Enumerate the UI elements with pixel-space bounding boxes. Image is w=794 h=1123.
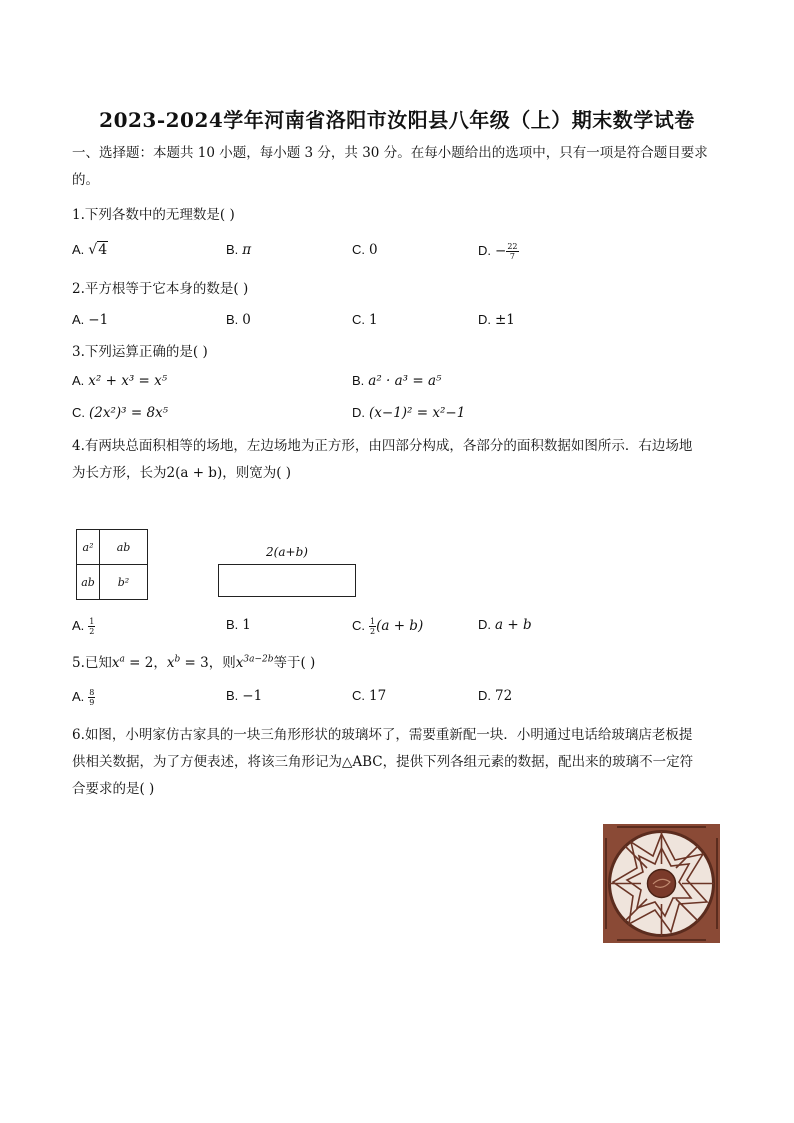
antique-window-image [603, 824, 720, 943]
option-math: (a + b) [376, 618, 424, 634]
q1-options [72, 242, 722, 264]
power-exponent: 3a−2b [243, 654, 274, 665]
section-line-1: 一、选择题：本题共 10 小题，每小题 3 分，共 30 分。在每小题给出的选项中，只有一项是符合题目要求 [72, 145, 708, 161]
q5-option-c[interactable] [352, 688, 386, 704]
option-label: A. [72, 618, 85, 633]
q1-stem: 1.下列各数中的无理数是( ) [72, 207, 235, 223]
power-exponent: b [174, 654, 181, 665]
fraction-numerator: 1 [89, 617, 95, 626]
q3-option-d[interactable] [352, 405, 465, 421]
square-area-diagram [76, 529, 148, 600]
rectangle-length-label: 2(a+b) [266, 545, 308, 559]
page-title: 2023-2024学年河南省洛阳市汝阳县八年级（上）期末数学试卷 [99, 108, 695, 132]
q2-option-c[interactable] [352, 312, 378, 328]
option-math: (x−1)² = x²−1 [369, 405, 466, 421]
option-math: −1 [88, 312, 109, 328]
option-label: D. [478, 243, 491, 258]
option-label: A. [72, 242, 85, 257]
option-math: a + b [495, 617, 532, 633]
option-label: A. [72, 689, 85, 704]
q4-option-d[interactable] [478, 617, 532, 633]
q5-option-d[interactable] [478, 688, 512, 704]
fraction-numerator: 1 [370, 617, 376, 626]
fraction-denominator: 7 [509, 252, 515, 261]
option-label: C. [352, 312, 365, 327]
option-math: 1 [242, 617, 251, 633]
q6-stem [72, 722, 722, 803]
option-math: 0 [242, 312, 251, 328]
fraction-denominator: 9 [89, 698, 95, 707]
option-label: C. [352, 618, 365, 633]
power-base: x [235, 655, 244, 671]
option-label: C. [352, 688, 365, 703]
corner-tl [603, 824, 617, 838]
option-label: D. [478, 312, 491, 327]
q1-option-b[interactable] [226, 242, 251, 258]
q4-option-a[interactable] [72, 617, 95, 636]
q2-option-d[interactable] [478, 312, 515, 328]
fraction-denominator: 2 [89, 627, 95, 636]
option-math: 72 [495, 688, 513, 704]
section-line-2: 的。 [72, 172, 99, 188]
q3-option-a[interactable] [72, 373, 167, 389]
option-math: −1 [242, 688, 263, 704]
corner-br [706, 929, 720, 943]
q4-stem-line-1: 4.有两块总面积相等的场地，左边场地为正方形，由四部分构成，各部分的面积数据如图所示．右边场地 [72, 438, 693, 454]
q5-stem-post: 等于( ) [273, 655, 316, 671]
fraction [506, 242, 518, 261]
option-math: a² · a³ = a⁵ [368, 373, 442, 389]
option-label: B. [226, 688, 239, 703]
option-math: π [242, 242, 252, 258]
q1-option-d[interactable] [478, 242, 519, 261]
power-base: x [111, 655, 120, 671]
option-label: D. [478, 617, 491, 632]
q5-stem [72, 650, 722, 677]
window-center-medallion [648, 870, 676, 898]
q3-options-row-1 [72, 373, 722, 395]
q6-stem-line-2: 供相关数据，为了方便表述，将该三角形记为△ABC，提供下列各组元素的数据，配出来的玻璃不一定符 [72, 754, 694, 770]
fraction [88, 617, 95, 636]
q5-stem-mid-2: = 3，则 [180, 655, 236, 671]
option-label: B. [226, 312, 239, 327]
corner-tr [706, 824, 720, 838]
q6-stem-line-3: 合要求的是( ) [72, 781, 155, 797]
rectangle-diagram [218, 564, 356, 597]
cell-b-squared: b² [117, 575, 130, 589]
q4-option-c[interactable] [352, 617, 423, 636]
option-math: 17 [369, 688, 387, 704]
q2-option-a[interactable] [72, 312, 108, 328]
q3-stem: 3.下列运算正确的是( ) [72, 344, 208, 360]
section-instructions [72, 140, 722, 194]
fraction-numerator: 8 [89, 688, 95, 697]
option-math: (2x²)³ = 8x⁵ [89, 405, 169, 421]
q6-stem-line-1: 6.如图，小明家仿古家具的一块三角形形状的玻璃坏了，需要重新配一块．小明通过电话给玻璃店老板提 [72, 727, 693, 743]
option-math: ±1 [495, 312, 515, 328]
power-exponent: a [119, 654, 125, 665]
q1-option-a[interactable] [72, 242, 108, 258]
fraction [88, 688, 95, 707]
q2-options [72, 312, 722, 334]
option-label: C. [352, 242, 365, 257]
cell-ab-top: ab [100, 530, 147, 565]
option-label: C. [72, 405, 85, 420]
option-label: B. [226, 242, 239, 257]
q2-stem: 2.平方根等于它本身的数是( ) [72, 281, 249, 297]
q4-option-b[interactable] [226, 617, 251, 633]
corner-bl [603, 929, 617, 943]
q3-options-row-2 [72, 405, 722, 427]
q5-option-a[interactable] [72, 688, 95, 707]
q4-stem [72, 433, 722, 487]
q4-stem-line-2: 为长方形，长为2(a + b)，则宽为( ) [72, 465, 292, 481]
option-math: 1 [369, 312, 378, 328]
option-label: A. [72, 373, 85, 388]
cell-ab-left: ab [77, 565, 100, 599]
q5-stem-mid-1: = 2， [124, 655, 167, 671]
option-math: 0 [369, 242, 378, 258]
q1-option-c[interactable] [352, 242, 378, 258]
q2-option-b[interactable] [226, 312, 251, 328]
q5-stem-pre: 5.已知 [72, 655, 112, 671]
option-label: A. [72, 312, 85, 327]
option-math: x² + x³ = x⁵ [88, 373, 168, 389]
option-label: B. [352, 373, 365, 388]
q3-option-b[interactable] [352, 373, 441, 389]
cell-a-squared: a² [77, 530, 100, 565]
q5-option-b[interactable] [226, 688, 262, 704]
fraction-denominator: 2 [370, 627, 376, 636]
q3-option-c[interactable] [72, 405, 168, 421]
q4-options [72, 617, 722, 639]
power-base: x [166, 655, 175, 671]
fraction-numerator: 22 [507, 242, 518, 251]
option-label: D. [478, 688, 491, 703]
minus-sign: − [495, 243, 507, 259]
q5-options [72, 688, 722, 710]
sqrt-expression: √4 [88, 242, 108, 258]
option-label: D. [352, 405, 365, 420]
radicand: 4 [98, 242, 108, 258]
option-label: B. [226, 617, 239, 632]
